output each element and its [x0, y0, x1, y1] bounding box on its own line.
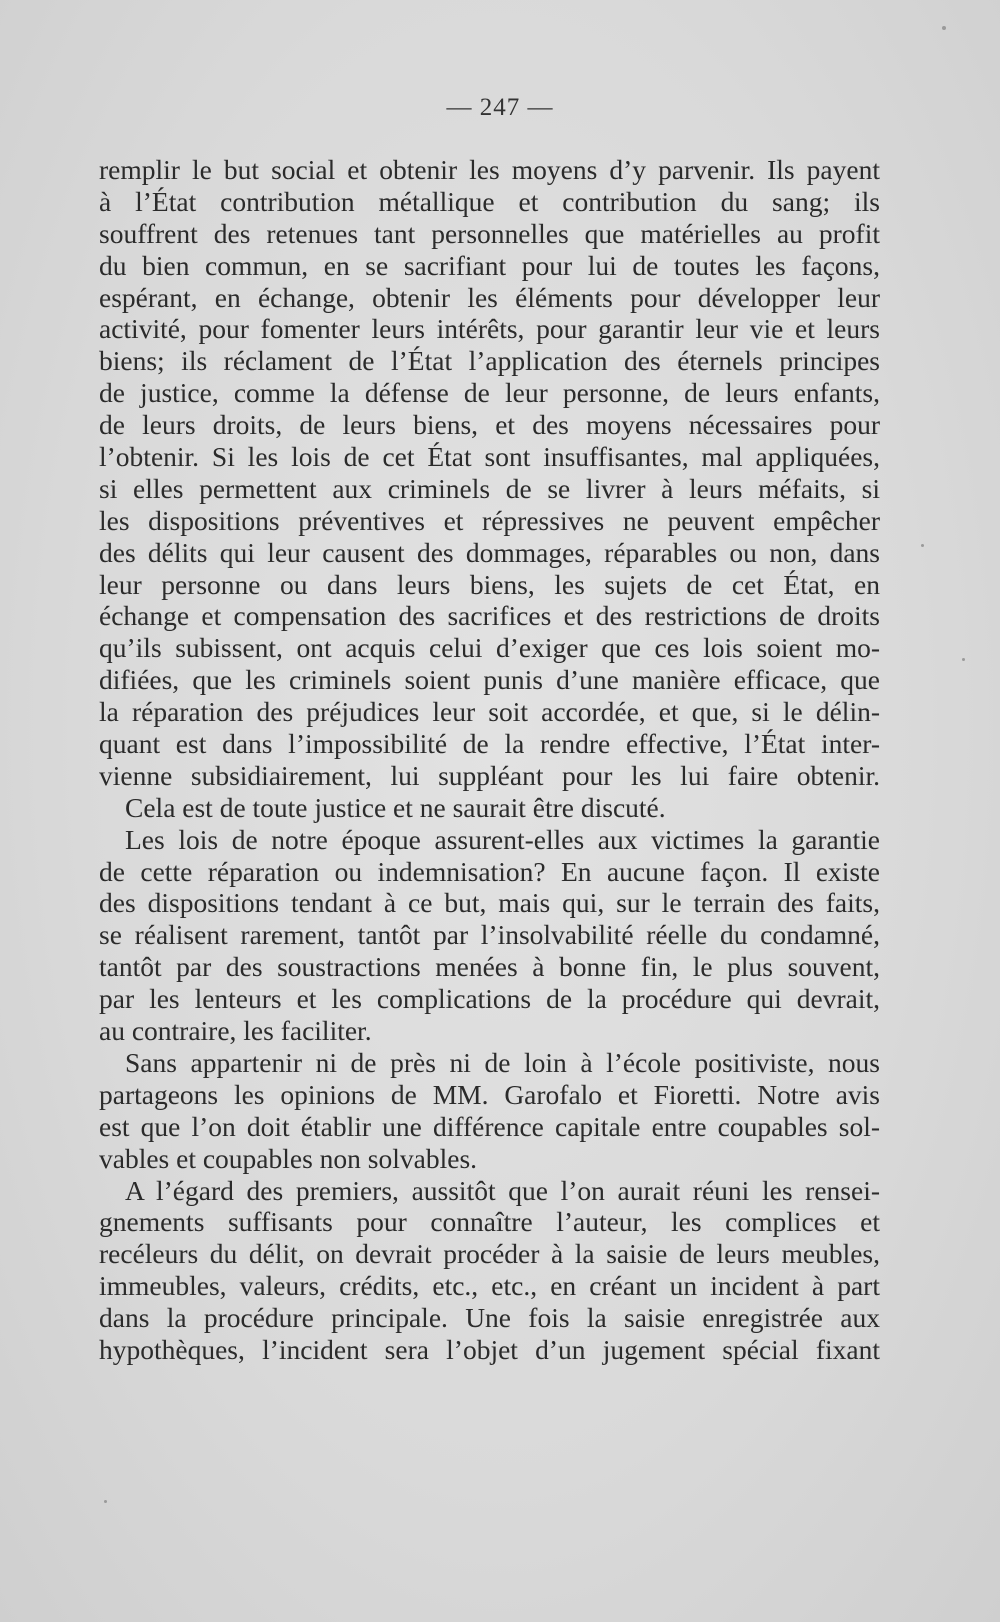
text-line: la réparation des préjudices leur soit accordée, et que, si le délin- — [99, 696, 880, 728]
paper-speck — [942, 26, 946, 30]
text-line: gnements suffisants pour connaître l’auteur, les complices et — [99, 1206, 880, 1238]
text-line: de cette réparation ou indemnisation? En aucune façon. Il existe — [99, 855, 880, 887]
text-line: activité, pour fomenter leurs intérêts, pour garantir leur vie et leurs — [99, 313, 880, 345]
paper-speck — [104, 1500, 107, 1503]
text-line: immeubles, valeurs, crédits, etc., etc., en créant un incident à part — [99, 1270, 880, 1302]
paper-speck — [962, 658, 965, 661]
text-line: dans la procédure principale. Une fois la saisie enregistrée aux — [99, 1302, 880, 1334]
text-line: par les lenteurs et les complications de la procédure qui devrait, — [99, 983, 880, 1015]
text-line: remplir le but social et obtenir les moyens d’y parvenir. Ils payent — [99, 154, 880, 185]
text-line: espérant, en échange, obtenir les éléments pour développer leur — [99, 281, 880, 313]
text-line: des dispositions tendant à ce but, mais qui, sur le terrain des faits, — [99, 887, 880, 919]
text-line: qu’ils subissent, ont acquis celui d’exiger que ces lois soient mo- — [99, 632, 880, 664]
text-line: à l’État contribution métallique et contribution du sang; ils — [99, 185, 880, 217]
text-line: tantôt par des soustractions menées à bonne fin, le plus souvent, — [99, 951, 880, 983]
text-line: partageons les opinions de MM. Garofalo et Fioretti. Notre avis — [99, 1078, 880, 1110]
text-line: souffrent des retenues tant personnelles que matérielles au profit — [99, 217, 880, 249]
text-line: Cela est de toute justice et ne saurait être discuté. — [125, 791, 666, 823]
page-number: — 247 — — [446, 94, 554, 121]
text-line: du bien commun, en se sacrifiant pour lui de toutes les façons, — [99, 249, 880, 281]
text-line: A l’égard des premiers, aussitôt que l’on aurait réuni les rensei- — [125, 1174, 880, 1206]
text-line: difiées, que les criminels soient punis d’une manière efficace, que — [99, 664, 880, 696]
text-line: vienne subsidiairement, lui suppléant pour les lui faire obtenir. — [99, 759, 880, 791]
text-line: l’obtenir. Si les lois de cet État sont insuffisantes, mal appliquées, — [99, 441, 880, 473]
text-line: biens; ils réclament de l’État l’application des éternels principes — [99, 345, 880, 377]
text-line: hypothèques, l’incident sera l’objet d’un jugement spécial fixant — [99, 1333, 880, 1365]
text-line: leur personne ou dans leurs biens, les sujets de cet État, en — [99, 568, 880, 600]
paper-speck — [921, 544, 924, 547]
text-line: Sans appartenir ni de près ni de loin à l’école positiviste, nous — [125, 1046, 880, 1078]
text-line: vables et coupables non solvables. — [99, 1142, 478, 1174]
text-line: les dispositions préventives et répressives ne peuvent empêcher — [99, 504, 880, 536]
text-line: si elles permettent aux criminels de se livrer à leurs méfaits, si — [99, 472, 880, 504]
text-line: échange et compensation des sacrifices et des restrictions de droits — [99, 600, 880, 632]
text-line: au contraire, les faciliter. — [99, 1015, 372, 1047]
text-line: des délits qui leur causent des dommages, réparables ou non, dans — [99, 536, 880, 568]
text-line: Les lois de notre époque assurent-elles aux victimes la garantie — [125, 823, 880, 855]
text-line: est que l’on doit établir une différence capitale entre coupables sol- — [99, 1110, 880, 1142]
text-line: de leurs droits, de leurs biens, et des moyens nécessaires pour — [99, 409, 880, 441]
text-line: recéleurs du délit, on devrait procéder à la saisie de leurs meubles, — [99, 1238, 880, 1270]
text-line: de justice, comme la défense de leur personne, de leurs enfants, — [99, 377, 880, 409]
text-line: quant est dans l’impossibilité de la rendre effective, l’État inter- — [99, 728, 880, 760]
text-line: se réalisent rarement, tantôt par l’insolvabilité réelle du condamné, — [99, 919, 880, 951]
body-text — [99, 154, 880, 1366]
